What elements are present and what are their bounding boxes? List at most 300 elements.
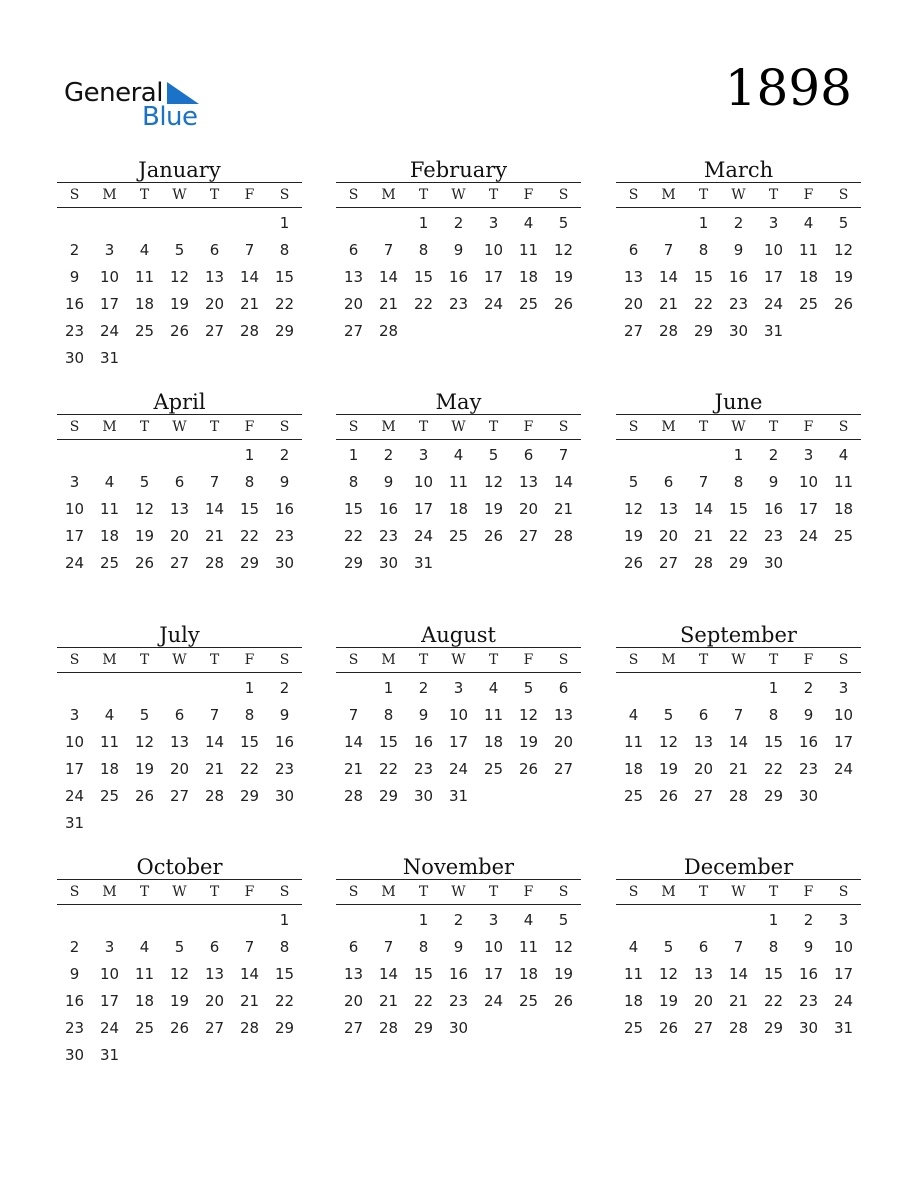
day-cell: 14 bbox=[343, 733, 364, 751]
day-cell: 31 bbox=[413, 554, 434, 572]
day-cell: 15 bbox=[728, 500, 749, 518]
weekday-label: W bbox=[172, 884, 187, 900]
weekday-label: S bbox=[558, 187, 569, 203]
weekday-label: F bbox=[244, 187, 255, 203]
day-cell: 25 bbox=[833, 527, 854, 545]
weekday-label: S bbox=[838, 884, 849, 900]
day-cell: 9 bbox=[733, 241, 744, 259]
month-name: September bbox=[680, 623, 797, 647]
day-cell: 10 bbox=[483, 241, 504, 259]
day-cell: 5 bbox=[838, 214, 849, 232]
day-cell: 18 bbox=[483, 733, 504, 751]
day-cell: 6 bbox=[698, 938, 709, 956]
weekday-label: W bbox=[451, 187, 466, 203]
day-cell: 8 bbox=[418, 938, 429, 956]
day-cell: 7 bbox=[733, 706, 744, 724]
day-cell: 31 bbox=[833, 1019, 854, 1037]
day-cell: 27 bbox=[169, 787, 190, 805]
weekday-header bbox=[57, 647, 302, 673]
day-cell: 1 bbox=[418, 214, 429, 232]
day-cell: 24 bbox=[798, 527, 819, 545]
weekday-label: T bbox=[209, 652, 220, 668]
day-cell: 26 bbox=[658, 787, 679, 805]
day-cell: 18 bbox=[518, 965, 539, 983]
days-grid bbox=[336, 675, 581, 810]
day-cell: 18 bbox=[99, 760, 120, 778]
day-cell: 21 bbox=[378, 992, 399, 1010]
day-cell: 15 bbox=[413, 965, 434, 983]
weekday-label: T bbox=[139, 652, 150, 668]
day-cell: 9 bbox=[453, 938, 464, 956]
weekday-label: T bbox=[139, 884, 150, 900]
day-empty bbox=[57, 210, 92, 237]
day-cell: 13 bbox=[204, 268, 225, 286]
day-cell: 23 bbox=[274, 760, 295, 778]
day-cell: 13 bbox=[658, 500, 679, 518]
month-december bbox=[616, 855, 861, 1042]
weekday-header bbox=[336, 647, 581, 673]
day-cell: 29 bbox=[239, 554, 260, 572]
day-empty bbox=[651, 675, 686, 702]
day-cell: 7 bbox=[698, 473, 709, 491]
month-march bbox=[616, 158, 861, 345]
day-cell: 8 bbox=[383, 706, 394, 724]
month-name: August bbox=[421, 623, 496, 647]
day-cell: 3 bbox=[768, 214, 779, 232]
weekday-label: F bbox=[523, 652, 534, 668]
day-cell: 14 bbox=[204, 500, 225, 518]
day-cell: 21 bbox=[239, 295, 260, 313]
day-cell: 21 bbox=[658, 295, 679, 313]
day-cell: 14 bbox=[728, 965, 749, 983]
day-cell: 20 bbox=[169, 527, 190, 545]
weekday-label: T bbox=[768, 187, 779, 203]
day-cell: 3 bbox=[488, 214, 499, 232]
weekday-label: W bbox=[172, 419, 187, 435]
day-cell: 6 bbox=[209, 938, 220, 956]
day-empty bbox=[92, 210, 127, 237]
day-cell: 29 bbox=[413, 1019, 434, 1037]
day-cell: 20 bbox=[693, 760, 714, 778]
day-cell: 10 bbox=[483, 938, 504, 956]
day-cell: 6 bbox=[558, 679, 569, 697]
day-cell: 22 bbox=[239, 527, 260, 545]
weekday-label: S bbox=[69, 652, 80, 668]
day-cell: 8 bbox=[698, 241, 709, 259]
weekday-label: M bbox=[381, 187, 396, 203]
weekday-label: M bbox=[661, 187, 676, 203]
day-cell: 22 bbox=[274, 992, 295, 1010]
weekday-label: T bbox=[488, 187, 499, 203]
day-cell: 9 bbox=[69, 965, 80, 983]
day-cell: 24 bbox=[413, 527, 434, 545]
day-cell: 14 bbox=[204, 733, 225, 751]
day-cell: 24 bbox=[483, 295, 504, 313]
day-cell: 19 bbox=[169, 295, 190, 313]
day-cell: 16 bbox=[448, 965, 469, 983]
day-cell: 2 bbox=[383, 446, 394, 464]
day-cell: 19 bbox=[623, 527, 644, 545]
weekday-header bbox=[616, 182, 861, 208]
weekday-header bbox=[57, 879, 302, 905]
day-cell: 17 bbox=[413, 500, 434, 518]
weekday-label: T bbox=[418, 187, 429, 203]
day-cell: 7 bbox=[244, 938, 255, 956]
weekday-label: S bbox=[558, 419, 569, 435]
day-cell: 16 bbox=[763, 500, 784, 518]
day-cell: 22 bbox=[378, 760, 399, 778]
day-cell: 11 bbox=[448, 473, 469, 491]
day-cell: 23 bbox=[798, 992, 819, 1010]
weekday-header bbox=[616, 414, 861, 440]
day-cell: 21 bbox=[204, 760, 225, 778]
day-cell: 31 bbox=[763, 322, 784, 340]
day-cell: 29 bbox=[274, 322, 295, 340]
day-empty bbox=[371, 907, 406, 934]
day-cell: 1 bbox=[418, 911, 429, 929]
day-cell: 12 bbox=[553, 241, 574, 259]
day-cell: 24 bbox=[833, 992, 854, 1010]
weekday-header bbox=[616, 647, 861, 673]
weekday-label: S bbox=[628, 652, 639, 668]
day-empty bbox=[616, 442, 651, 469]
day-cell: 27 bbox=[623, 322, 644, 340]
day-cell: 15 bbox=[343, 500, 364, 518]
day-cell: 11 bbox=[518, 241, 539, 259]
day-empty bbox=[336, 210, 371, 237]
day-cell: 30 bbox=[378, 554, 399, 572]
month-name: April bbox=[153, 390, 206, 414]
day-cell: 28 bbox=[204, 787, 225, 805]
day-cell: 25 bbox=[623, 1019, 644, 1037]
day-cell: 12 bbox=[658, 965, 679, 983]
weekday-label: W bbox=[172, 652, 187, 668]
day-cell: 14 bbox=[378, 268, 399, 286]
day-cell: 10 bbox=[99, 268, 120, 286]
day-cell: 17 bbox=[448, 733, 469, 751]
day-cell: 20 bbox=[658, 527, 679, 545]
day-cell: 16 bbox=[413, 733, 434, 751]
weekday-label: F bbox=[523, 884, 534, 900]
day-cell: 26 bbox=[658, 1019, 679, 1037]
day-cell: 5 bbox=[663, 938, 674, 956]
day-cell: 21 bbox=[239, 992, 260, 1010]
weekday-label: S bbox=[69, 419, 80, 435]
day-cell: 4 bbox=[803, 214, 814, 232]
day-cell: 20 bbox=[623, 295, 644, 313]
day-cell: 7 bbox=[733, 938, 744, 956]
day-cell: 15 bbox=[378, 733, 399, 751]
day-cell: 23 bbox=[378, 527, 399, 545]
day-cell: 28 bbox=[693, 554, 714, 572]
day-cell: 7 bbox=[558, 446, 569, 464]
day-cell: 17 bbox=[64, 760, 85, 778]
day-empty bbox=[92, 442, 127, 469]
weekday-label: T bbox=[418, 884, 429, 900]
day-cell: 28 bbox=[658, 322, 679, 340]
day-cell: 12 bbox=[623, 500, 644, 518]
day-cell: 29 bbox=[239, 787, 260, 805]
weekday-label: T bbox=[698, 419, 709, 435]
day-cell: 19 bbox=[553, 268, 574, 286]
day-cell: 6 bbox=[174, 706, 185, 724]
day-cell: 25 bbox=[518, 295, 539, 313]
day-cell: 22 bbox=[343, 527, 364, 545]
day-cell: 16 bbox=[798, 965, 819, 983]
day-cell: 30 bbox=[448, 1019, 469, 1037]
day-empty bbox=[162, 675, 197, 702]
logo-text-general: General bbox=[64, 78, 163, 108]
day-cell: 3 bbox=[104, 241, 115, 259]
day-cell: 8 bbox=[244, 473, 255, 491]
day-empty bbox=[721, 907, 756, 934]
day-cell: 23 bbox=[763, 527, 784, 545]
weekday-label: S bbox=[348, 187, 359, 203]
day-cell: 4 bbox=[139, 241, 150, 259]
month-february bbox=[336, 158, 581, 345]
weekday-label: W bbox=[731, 652, 746, 668]
day-cell: 17 bbox=[483, 965, 504, 983]
day-cell: 31 bbox=[99, 349, 120, 367]
day-cell: 13 bbox=[343, 268, 364, 286]
day-cell: 21 bbox=[343, 760, 364, 778]
day-cell: 22 bbox=[728, 527, 749, 545]
day-cell: 8 bbox=[768, 706, 779, 724]
day-cell: 12 bbox=[169, 268, 190, 286]
day-cell: 10 bbox=[64, 500, 85, 518]
day-cell: 25 bbox=[99, 554, 120, 572]
weekday-header bbox=[616, 879, 861, 905]
day-empty bbox=[651, 442, 686, 469]
weekday-label: T bbox=[139, 419, 150, 435]
day-cell: 14 bbox=[658, 268, 679, 286]
day-cell: 30 bbox=[274, 554, 295, 572]
day-cell: 28 bbox=[239, 322, 260, 340]
day-cell: 30 bbox=[728, 322, 749, 340]
day-cell: 8 bbox=[348, 473, 359, 491]
day-cell: 11 bbox=[134, 268, 155, 286]
day-cell: 25 bbox=[448, 527, 469, 545]
days-grid bbox=[336, 210, 581, 345]
day-cell: 17 bbox=[64, 527, 85, 545]
days-grid bbox=[616, 675, 861, 810]
day-cell: 10 bbox=[763, 241, 784, 259]
day-cell: 30 bbox=[798, 1019, 819, 1037]
day-cell: 19 bbox=[553, 965, 574, 983]
day-cell: 15 bbox=[693, 268, 714, 286]
weekday-label: W bbox=[731, 187, 746, 203]
month-name: March bbox=[703, 158, 774, 182]
day-cell: 9 bbox=[803, 938, 814, 956]
day-cell: 24 bbox=[99, 1019, 120, 1037]
day-cell: 6 bbox=[523, 446, 534, 464]
day-cell: 21 bbox=[728, 992, 749, 1010]
day-cell: 4 bbox=[139, 938, 150, 956]
day-cell: 29 bbox=[728, 554, 749, 572]
day-cell: 3 bbox=[803, 446, 814, 464]
day-cell: 18 bbox=[798, 268, 819, 286]
day-cell: 29 bbox=[763, 787, 784, 805]
day-cell: 21 bbox=[204, 527, 225, 545]
day-cell: 11 bbox=[833, 473, 854, 491]
day-cell: 9 bbox=[279, 473, 290, 491]
day-cell: 5 bbox=[488, 446, 499, 464]
day-cell: 5 bbox=[139, 473, 150, 491]
day-cell: 15 bbox=[763, 965, 784, 983]
day-cell: 4 bbox=[453, 446, 464, 464]
day-cell: 17 bbox=[483, 268, 504, 286]
day-cell: 8 bbox=[279, 241, 290, 259]
day-cell: 25 bbox=[518, 992, 539, 1010]
weekday-label: T bbox=[488, 884, 499, 900]
day-cell: 23 bbox=[448, 992, 469, 1010]
day-cell: 22 bbox=[239, 760, 260, 778]
day-cell: 11 bbox=[483, 706, 504, 724]
day-cell: 26 bbox=[553, 992, 574, 1010]
day-cell: 9 bbox=[453, 241, 464, 259]
weekday-label: T bbox=[768, 419, 779, 435]
day-cell: 2 bbox=[418, 679, 429, 697]
day-empty bbox=[232, 907, 267, 934]
weekday-header bbox=[336, 414, 581, 440]
day-cell: 6 bbox=[628, 241, 639, 259]
day-cell: 19 bbox=[658, 760, 679, 778]
day-cell: 27 bbox=[343, 322, 364, 340]
day-cell: 28 bbox=[728, 1019, 749, 1037]
weekday-header bbox=[336, 879, 581, 905]
day-empty bbox=[616, 907, 651, 934]
day-cell: 18 bbox=[448, 500, 469, 518]
day-cell: 17 bbox=[99, 992, 120, 1010]
day-cell: 1 bbox=[768, 679, 779, 697]
day-cell: 16 bbox=[448, 268, 469, 286]
weekday-label: M bbox=[102, 187, 117, 203]
day-cell: 5 bbox=[628, 473, 639, 491]
days-grid bbox=[57, 907, 302, 1069]
day-cell: 24 bbox=[483, 992, 504, 1010]
day-cell: 30 bbox=[413, 787, 434, 805]
day-cell: 17 bbox=[833, 965, 854, 983]
weekday-label: S bbox=[838, 652, 849, 668]
day-cell: 28 bbox=[204, 554, 225, 572]
weekday-label: F bbox=[803, 884, 814, 900]
weekday-label: M bbox=[381, 419, 396, 435]
day-cell: 16 bbox=[798, 733, 819, 751]
day-cell: 30 bbox=[274, 787, 295, 805]
day-cell: 28 bbox=[378, 322, 399, 340]
day-cell: 4 bbox=[523, 911, 534, 929]
day-cell: 2 bbox=[69, 241, 80, 259]
day-cell: 10 bbox=[64, 733, 85, 751]
day-cell: 24 bbox=[64, 554, 85, 572]
weekday-label: T bbox=[768, 652, 779, 668]
weekday-label: T bbox=[139, 187, 150, 203]
day-empty bbox=[197, 442, 232, 469]
day-cell: 18 bbox=[518, 268, 539, 286]
day-cell: 19 bbox=[134, 760, 155, 778]
day-cell: 3 bbox=[838, 679, 849, 697]
day-cell: 23 bbox=[64, 322, 85, 340]
days-grid bbox=[57, 210, 302, 372]
day-cell: 10 bbox=[833, 706, 854, 724]
weekday-label: F bbox=[244, 419, 255, 435]
day-cell: 2 bbox=[803, 679, 814, 697]
day-cell: 22 bbox=[763, 992, 784, 1010]
day-empty bbox=[92, 675, 127, 702]
month-name: December bbox=[683, 855, 794, 879]
day-empty bbox=[232, 210, 267, 237]
day-cell: 21 bbox=[553, 500, 574, 518]
day-cell: 3 bbox=[838, 911, 849, 929]
weekday-label: M bbox=[381, 652, 396, 668]
month-october bbox=[57, 855, 302, 1069]
day-cell: 26 bbox=[518, 760, 539, 778]
month-name: June bbox=[714, 390, 763, 414]
day-cell: 27 bbox=[204, 1019, 225, 1037]
day-cell: 7 bbox=[663, 241, 674, 259]
day-cell: 13 bbox=[169, 733, 190, 751]
day-cell: 25 bbox=[483, 760, 504, 778]
day-cell: 24 bbox=[99, 322, 120, 340]
day-cell: 26 bbox=[553, 295, 574, 313]
day-cell: 7 bbox=[209, 706, 220, 724]
day-cell: 16 bbox=[378, 500, 399, 518]
day-cell: 8 bbox=[733, 473, 744, 491]
weekday-label: T bbox=[209, 187, 220, 203]
day-cell: 26 bbox=[483, 527, 504, 545]
weekday-label: F bbox=[803, 187, 814, 203]
day-cell: 7 bbox=[383, 938, 394, 956]
day-cell: 26 bbox=[833, 295, 854, 313]
days-grid bbox=[616, 907, 861, 1042]
day-empty bbox=[162, 442, 197, 469]
day-cell: 9 bbox=[69, 268, 80, 286]
day-cell: 12 bbox=[518, 706, 539, 724]
weekday-label: F bbox=[803, 652, 814, 668]
day-cell: 27 bbox=[343, 1019, 364, 1037]
weekday-label: S bbox=[69, 884, 80, 900]
day-cell: 29 bbox=[343, 554, 364, 572]
day-cell: 14 bbox=[239, 268, 260, 286]
day-cell: 25 bbox=[134, 322, 155, 340]
day-cell: 12 bbox=[553, 938, 574, 956]
day-cell: 16 bbox=[728, 268, 749, 286]
day-cell: 13 bbox=[623, 268, 644, 286]
day-cell: 10 bbox=[448, 706, 469, 724]
day-cell: 22 bbox=[274, 295, 295, 313]
day-cell: 11 bbox=[99, 500, 120, 518]
weekday-label: S bbox=[838, 187, 849, 203]
day-cell: 1 bbox=[348, 446, 359, 464]
day-cell: 4 bbox=[104, 473, 115, 491]
month-name: February bbox=[409, 158, 508, 182]
day-cell: 17 bbox=[99, 295, 120, 313]
weekday-label: T bbox=[418, 652, 429, 668]
weekday-label: T bbox=[418, 419, 429, 435]
weekday-label: M bbox=[661, 652, 676, 668]
day-cell: 4 bbox=[523, 214, 534, 232]
day-cell: 26 bbox=[169, 322, 190, 340]
weekday-label: W bbox=[731, 884, 746, 900]
day-cell: 25 bbox=[798, 295, 819, 313]
day-cell: 18 bbox=[623, 760, 644, 778]
day-cell: 23 bbox=[274, 527, 295, 545]
day-empty bbox=[162, 210, 197, 237]
month-september bbox=[616, 623, 861, 810]
day-cell: 15 bbox=[274, 965, 295, 983]
day-cell: 14 bbox=[693, 500, 714, 518]
day-cell: 6 bbox=[698, 706, 709, 724]
